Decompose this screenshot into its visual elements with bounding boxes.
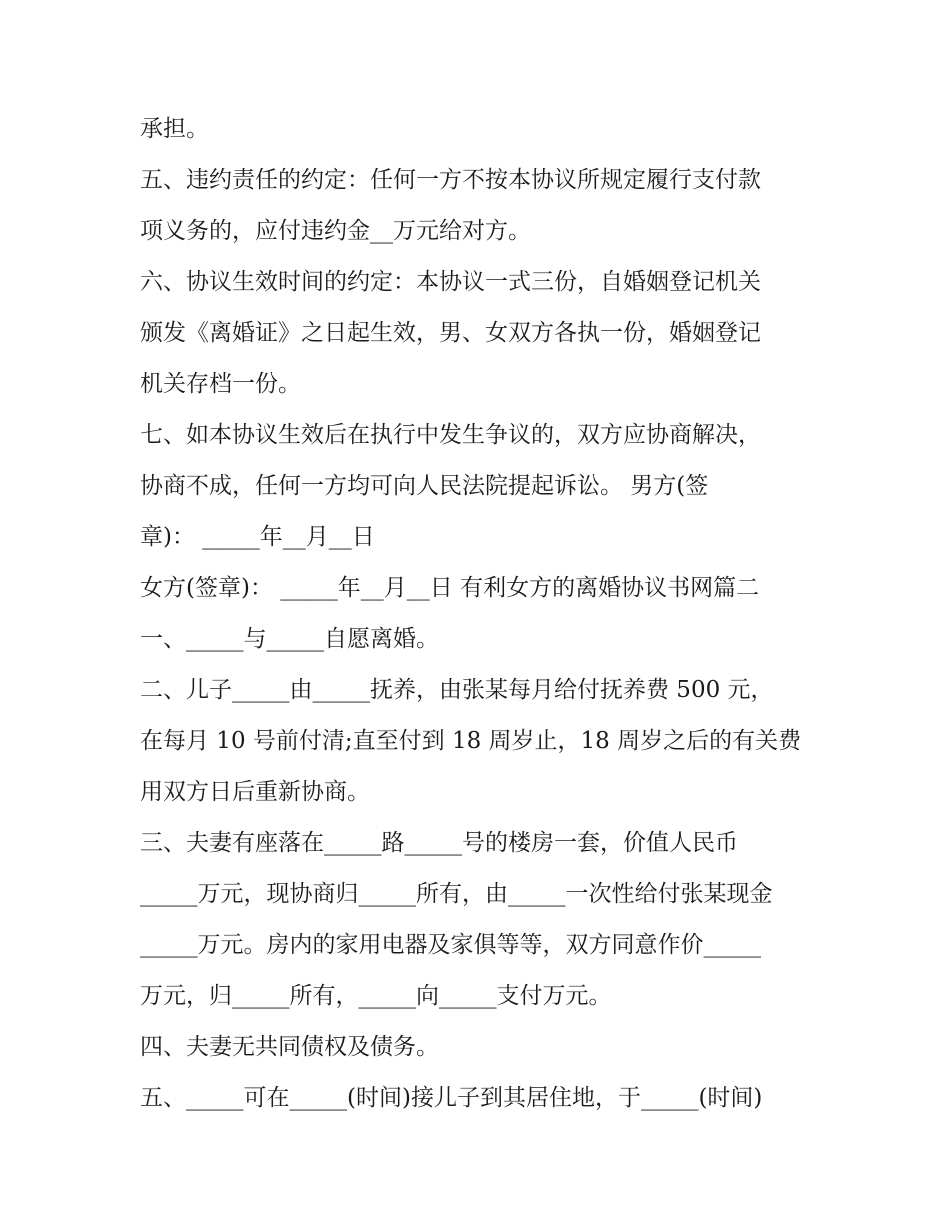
text-line: 项义务的，应付违约金__万元给对方。: [140, 218, 531, 244]
text-line: _____万元。房内的家用电器及家俱等等，双方同意作价_____: [140, 932, 761, 958]
agreement-text: [140, 104, 830, 1124]
text-line: 七、如本协议生效后在执行中发生争议的，双方应协商解决，: [140, 422, 761, 448]
text-line: 用双方日后重新协商。: [140, 779, 370, 805]
text-line: 颁发《离婚证》之日起生效，男、女双方各执一份，婚姻登记: [140, 320, 761, 346]
text-line: 四、夫妻无共同债权及债务。: [140, 1034, 439, 1060]
text-line: 协商不成，任何一方均可向人民法院提起诉讼。 男方(签: [140, 473, 709, 499]
text-line: _____万元，现协商归_____所有，由_____一次性给付张某现金: [140, 881, 773, 907]
text-line: 三、夫妻有座落在_____路_____号的楼房一套，价值人民币: [140, 830, 738, 856]
text-line: 机关存档一份。: [140, 371, 301, 397]
text-line: 二、儿子_____由_____抚养，由张某每月给付抚养费 500 元，: [140, 677, 774, 703]
text-line: 六、协议生效时间的约定：本协议一式三份，自婚姻登记机关: [140, 269, 761, 295]
text-line: 一、_____与_____自愿离婚。: [140, 626, 439, 652]
text-line: 五、_____可在_____(时间)接儿子到其居住地，于_____(时间): [140, 1085, 763, 1111]
text-line: 在每月 10 号前付清;直至付到 18 周岁止，18 周岁之后的有关费: [140, 728, 802, 754]
text-line: 承担。: [140, 116, 209, 142]
text-line: 女方(签章)： _____年__月__日 有利女方的离婚协议书网篇二: [140, 575, 760, 601]
text-line: 五、违约责任的约定：任何一方不按本协议所规定履行支付款: [140, 167, 761, 193]
text-line: 章)： _____年__月__日: [140, 524, 375, 550]
text-line: 万元，归_____所有，_____向_____支付万元。: [140, 983, 612, 1009]
